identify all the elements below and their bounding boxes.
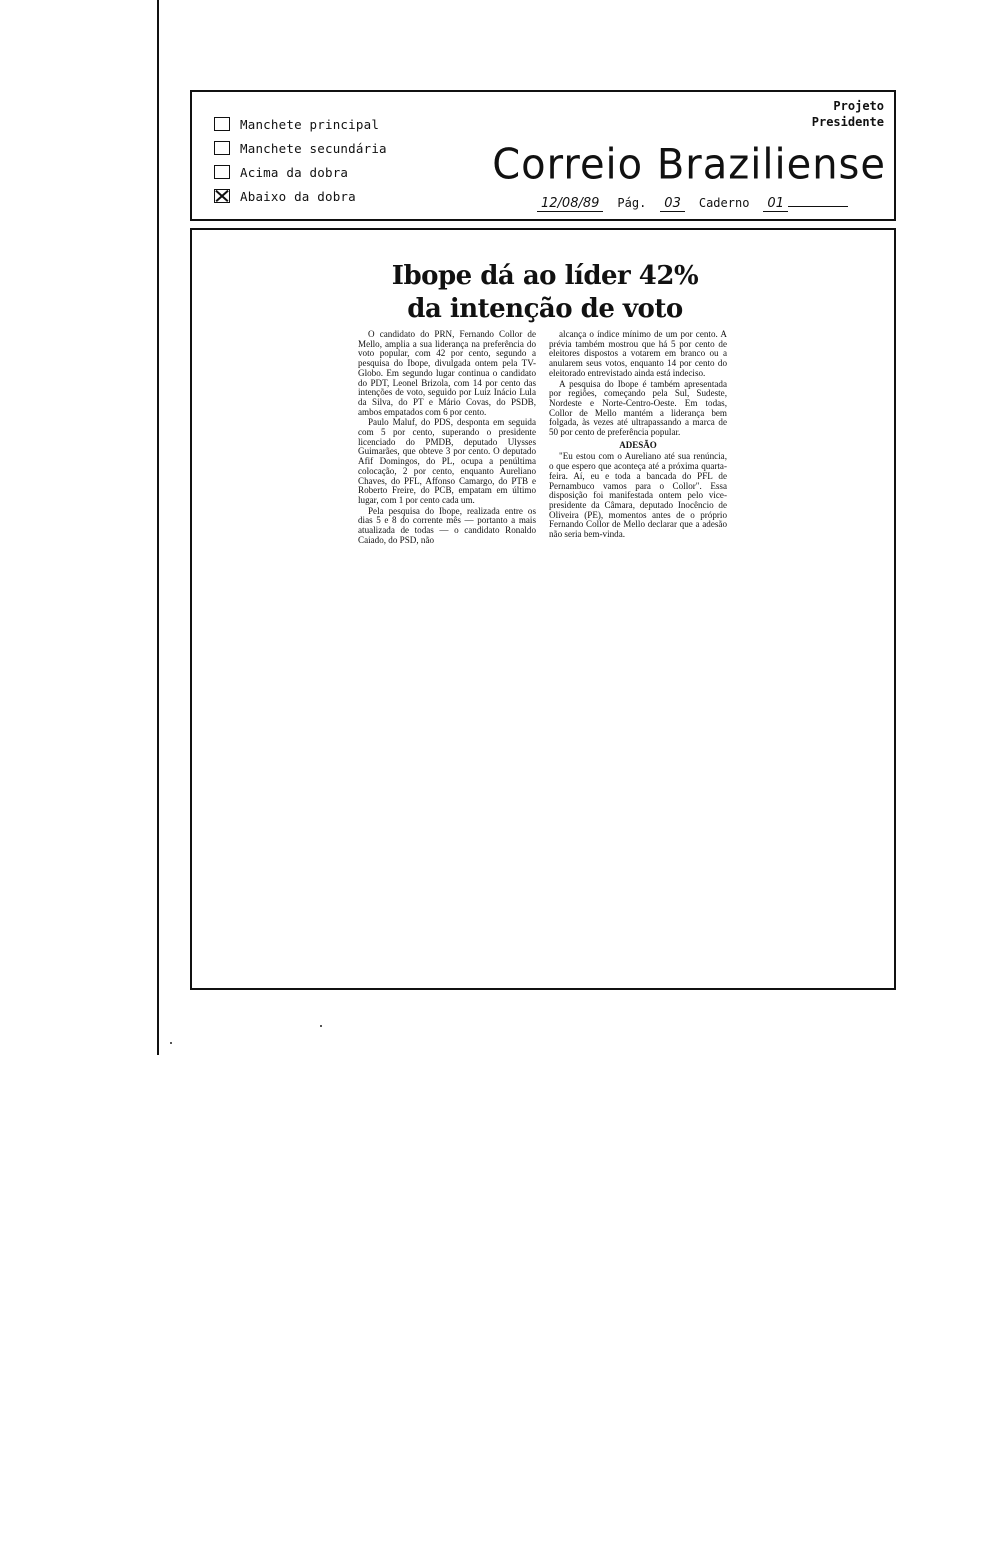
- project-label: [812, 98, 884, 130]
- clipping-header: [190, 90, 896, 221]
- section-value: 01: [763, 196, 788, 212]
- article-paragraph: "Eu estou com o Aureliano até sua renúncia, o que espero que aconteça até a próxima quarta-feira. Aí, eu e toda a bancada do PFL de Pernambuco vamos para o Collor". Essa disposição foi manifestada ontem pelo vice-presidente da Câmara, deputado Inocêncio de Oliveira (PE), momentos antes de o próprio Fernando Collor de Mello declarar que a adesão não seria bem-vinda.: [549, 451, 727, 540]
- checkbox-icon[interactable]: [214, 141, 230, 155]
- project-line: Projeto: [833, 99, 884, 113]
- checkbox-icon[interactable]: [214, 117, 230, 131]
- checkbox-icon[interactable]: [214, 165, 230, 179]
- article-paragraph: Pela pesquisa do Ibope, realizada entre os dias 5 e 8 do corrente mês — portanto a mais atualizada de todas — o candidato Ronaldo Caiado, do PSD, não: [358, 505, 536, 545]
- project-line: Presidente: [811, 115, 884, 129]
- article-column-right: [549, 330, 727, 541]
- article-paragraph: Paulo Maluf, do PDS, desponta em seguida com 5 por cento, superando o presidente licenciado do PMDB, deputado Ulysses Guimarães, que obteve 3 por cento. O deputado Afif Domingos, do PL, ocupa a penúltima colocação, 2 por cento, enquanto Aureliano Chaves, do PFL, Affonso Camargo, do PTB e Roberto Freire, do PCB, empatam em último lugar, com 1 por cento cada um.: [358, 417, 536, 505]
- clipping-meta: [537, 196, 848, 212]
- article-column-left: [358, 330, 536, 546]
- section-label: Caderno: [698, 196, 750, 210]
- check-row-manchete-principal[interactable]: [214, 112, 387, 136]
- article-headline: [380, 260, 710, 326]
- check-row-acima-da-dobra[interactable]: [214, 160, 387, 184]
- check-row-manchete-secundaria[interactable]: [214, 136, 387, 160]
- placement-checklist: [214, 112, 387, 208]
- checked-box-icon[interactable]: [214, 189, 230, 203]
- page-value: 03: [660, 196, 685, 212]
- headline-line: Ibope dá ao líder 42%: [391, 261, 699, 291]
- scan-speck: [170, 1042, 172, 1044]
- article-clipping: [190, 228, 896, 990]
- article-paragraph: O candidato do PRN, Fernando Collor de Mello, amplia a sua liderança na preferência do voto popular, com 42 por cento, segundo a pesquisa do Ibope, divulgada ontem pela TV-Globo. Em segundo lugar continua o candidato do PDT, Leonel Brizola, com 14 por cento das intenções de voto, seguido por Luiz Inácio Lula da Silva, do PT e Mário Covas, do PSDB, ambos empatados com 6 por cento.: [358, 329, 536, 417]
- check-label: Manchete principal: [240, 116, 380, 132]
- scan-speck: [320, 1025, 322, 1027]
- article-subhead: ADESÃO: [619, 439, 657, 450]
- check-row-abaixo-da-dobra[interactable]: [214, 184, 387, 208]
- section-rule: [788, 206, 848, 207]
- article-paragraph: A pesquisa do Ibope é também apresentada por regiões, começando pela Sul, Sudeste, Nordeste e Norte-Centro-Oeste. Em todas, Collor de Mello mantém a liderança bem folgada, às vezes até ultrapassando a marca de 50 por cento de preferência popular.: [549, 378, 727, 438]
- newspaper-name: Correio Braziliense: [492, 140, 886, 190]
- page-label: Pág.: [617, 196, 647, 210]
- check-label: Manchete secundária: [240, 140, 387, 156]
- check-label: Acima da dobra: [240, 164, 349, 180]
- scan-margin-rule: [157, 0, 159, 1055]
- check-label: Abaixo da dobra: [240, 188, 356, 204]
- headline-line: da intenção de voto: [407, 294, 683, 324]
- date-value: 12/08/89: [537, 196, 603, 212]
- article-paragraph: alcança o índice mínimo de um por cento. A prévia também mostrou que há 5 por cento de eleitores dispostos a votarem em branco ou a anularem seus votos, enquanto 14 por cento do eleitorado entrevistado ainda está indeciso.: [549, 329, 727, 378]
